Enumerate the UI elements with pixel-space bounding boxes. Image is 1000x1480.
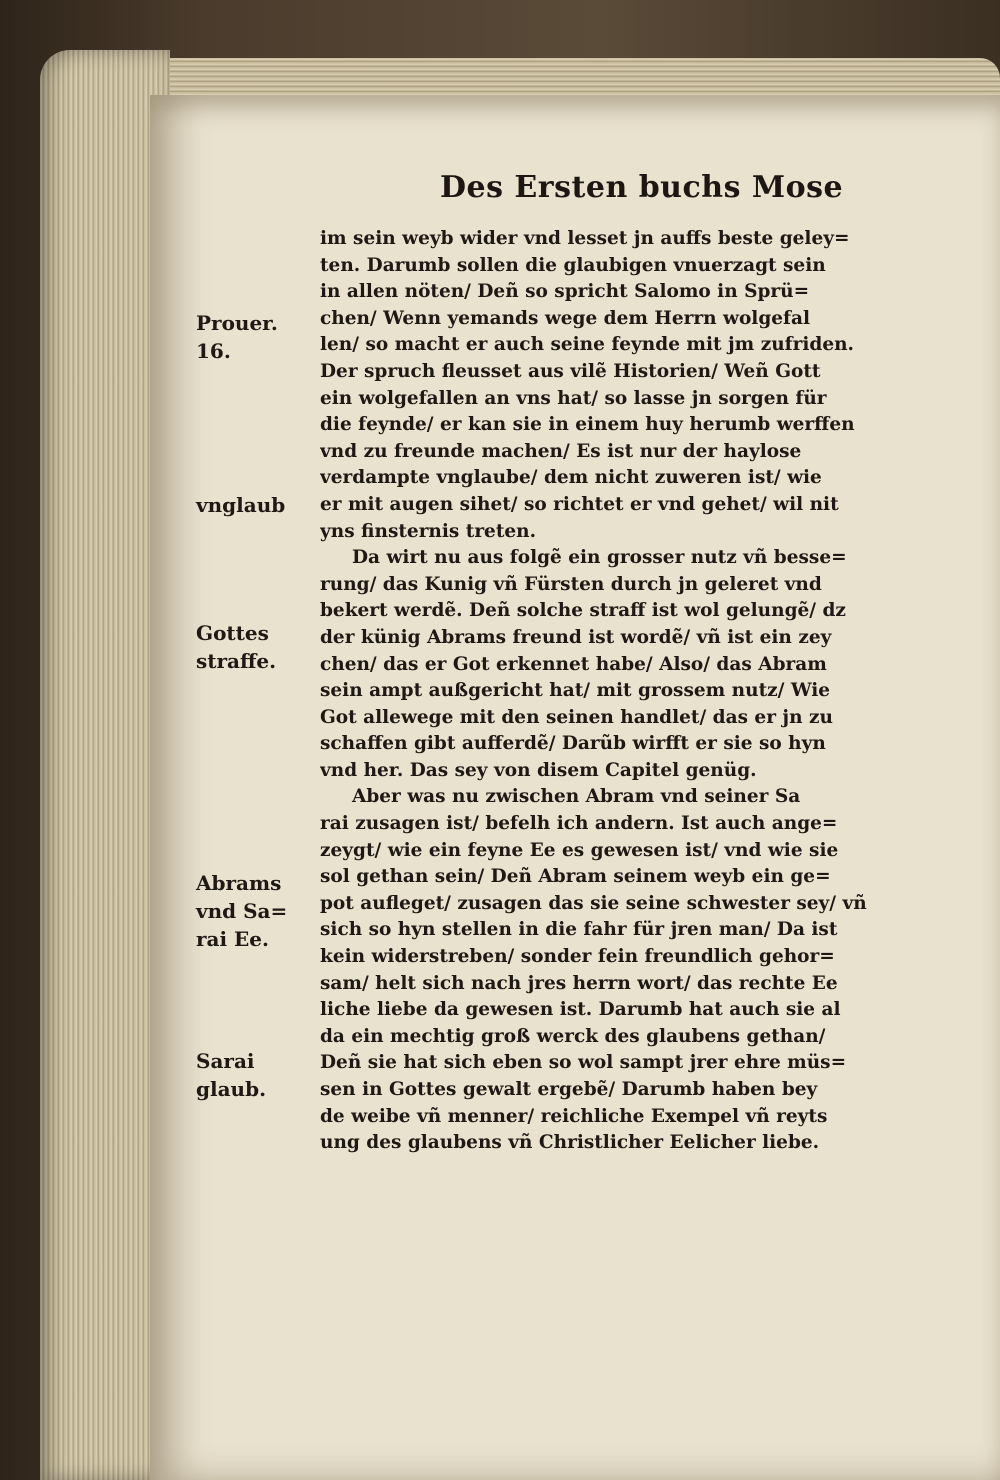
- text-line: ten. Darumb sollen die glaubigen vnuerzagt sein: [320, 254, 826, 276]
- margin-note-prouer: Prouer.: [196, 311, 278, 335]
- text-line: ung des glaubens vñ Christlicher Eelicher liebe.: [320, 1132, 820, 1154]
- text-line: kein widerstreben/ sonder fein freundlich gehor=: [320, 946, 835, 968]
- text-line: pot aufleget/ zusagen das sie seine schwester sey/ vñ: [320, 892, 867, 914]
- text-line: Der spruch fleusset aus vilẽ Historien/ Weñ Gott: [320, 360, 821, 382]
- margin-note-prouer-number: 16.: [196, 339, 231, 363]
- text-line: rai zusagen ist/ befelh ich andern. Ist auch ange=: [320, 813, 838, 835]
- text-line: sen in Gottes gewalt ergebẽ/ Darumb haben bey: [320, 1079, 818, 1100]
- margin-note-sarai: Sarai: [196, 1049, 255, 1073]
- text-line: zeygt/ wie ein feyne Ee es gewesen ist/ vnd wie sie: [320, 839, 839, 861]
- margin-note-gottes: Gottes: [196, 621, 269, 645]
- text-line: da ein mechtig groß werck des glaubens gethan/: [320, 1025, 826, 1047]
- text-line: Aber was nu zwischen Abram vnd seiner Sa: [352, 786, 801, 808]
- text-line: er mit augen sihet/ so richtet er vnd gehet/ wil nit: [320, 493, 839, 515]
- text-line: vnd zu freunde machen/ Es ist nur der haylose: [320, 440, 802, 462]
- text-line: schaffen gibt aufferdẽ/ Darũb wirfft er sie so hyn: [320, 733, 826, 755]
- text-line: vnd her. Das sey von disem Capitel genüg.: [320, 759, 757, 781]
- text-line: verdampte vnglaube/ dem nicht zuweren ist/ wie: [320, 467, 822, 489]
- text-line: Got allewege mit den seinen handlet/ das er jn zu: [320, 706, 833, 728]
- text-line: im sein weyb wider vnd lesset jn auffs beste geley=: [320, 228, 850, 249]
- running-head: Des Ersten buchs Mose: [440, 170, 844, 205]
- margin-note-unglaub: vnglaub: [196, 493, 286, 517]
- text-line: Da wirt nu aus folgẽ ein grosser nutz vñ besse=: [352, 547, 847, 569]
- text-line: ein wolgefallen an vns hat/ so lasse jn sorgen für: [320, 387, 827, 409]
- text-line: sol gethan sein/ Deñ Abram seinem weyb ein ge=: [320, 866, 831, 888]
- text-line: liche liebe da gewesen ist. Darumb hat auch sie al: [320, 999, 841, 1021]
- text-line: Deñ sie hat sich eben so wol sampt jrer ehre müs=: [320, 1052, 847, 1074]
- text-line: sam/ helt sich nach jres herrn wort/ das rechte Ee: [320, 972, 838, 994]
- text-line: bekert werdẽ. Deñ solche straff ist wol gelungẽ/ dz: [320, 600, 846, 622]
- text-line: sein ampt außgericht hat/ mit grossem nutz/ Wie: [320, 680, 831, 702]
- margin-note-rai-ee: rai Ee.: [196, 927, 269, 951]
- text-line: len/ so macht er auch seine feynde mit jm zufriden.: [320, 334, 854, 356]
- margin-note-abrams: Abrams: [196, 871, 282, 895]
- margin-note-glaub: glaub.: [196, 1077, 267, 1101]
- text-line: de weibe vñ menner/ reichliche Exempel vñ reyts: [320, 1105, 828, 1127]
- margin-note-straffe: straffe.: [196, 649, 277, 673]
- text-line: yns finsternis treten.: [320, 520, 537, 542]
- text-line: chen/ das er Got erkennet habe/ Also/ das Abram: [320, 653, 827, 675]
- text-line: chen/ Wenn yemands wege dem Herrn wolgefal: [320, 307, 811, 329]
- text-line: in allen nöten/ Deñ so spricht Salomo in Sprü=: [320, 281, 810, 303]
- margin-note-vnd-sa: vnd Sa=: [196, 899, 288, 923]
- text-line: rung/ das Kunig vñ Fürsten durch jn geleret vnd: [320, 573, 822, 595]
- text-line: die feynde/ er kan sie in einem huy herumb werffen: [320, 414, 855, 436]
- text-line: sich so hyn stellen in die fahr für jren man/ Da ist: [320, 919, 838, 941]
- text-line: der künig Abrams freund ist wordẽ/ vñ ist ein zey: [320, 626, 832, 648]
- body-text: [320, 226, 920, 1157]
